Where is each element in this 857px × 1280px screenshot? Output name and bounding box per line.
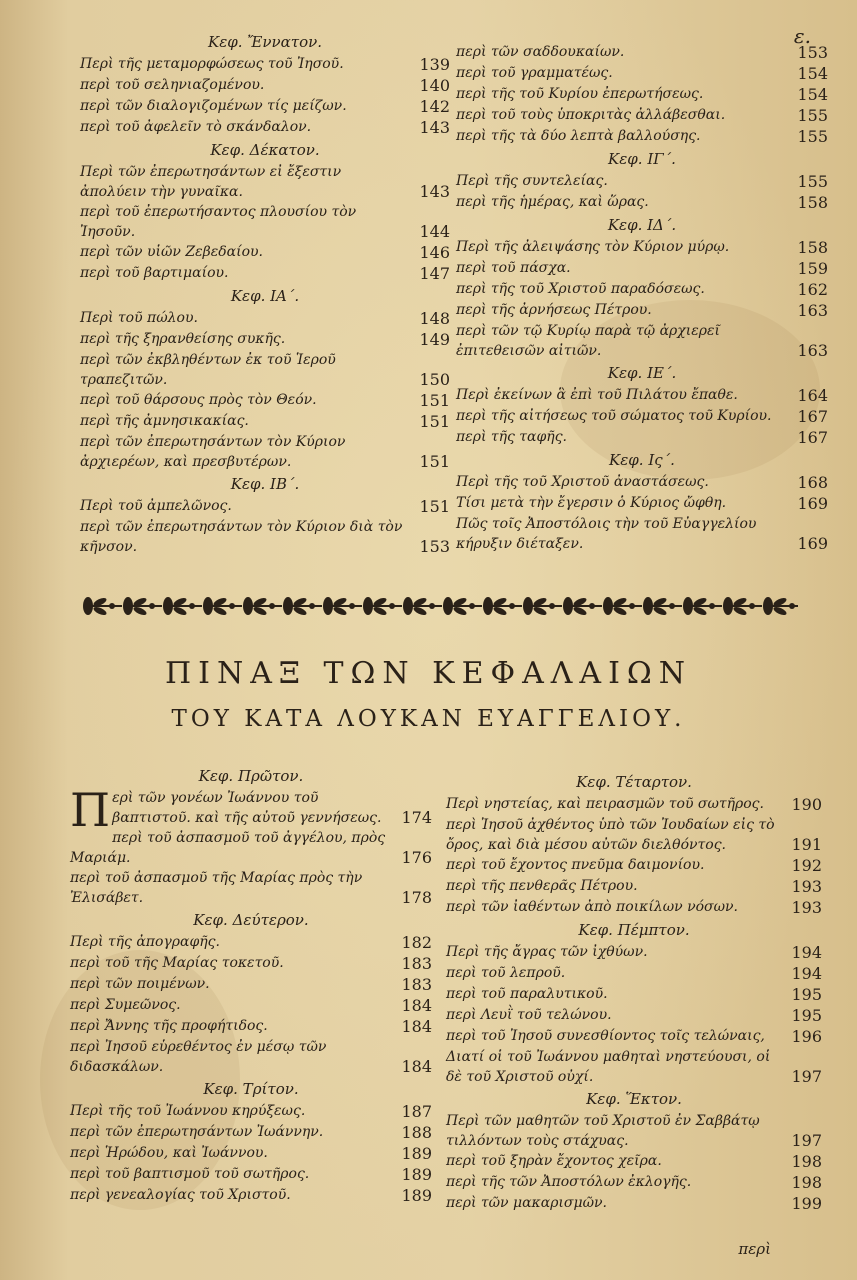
toc-entry-text [80,308,406,328]
toc-page-number: 151 [419,391,450,410]
toc-entry-label: περὶ τῆς ἀμνησικακίας. [80,413,249,429]
toc-page-number: 163 [797,341,828,360]
toc-entry-label: περὶ τῆς τοῦ Χριστοῦ παραδόσεως. [456,281,705,297]
toc-entry-label: περὶ τῶν ἐπερωτησάντων Ἰωάννην. [70,1124,324,1140]
chapter-heading: Κεφ. Ἔννατον. [207,33,322,51]
toc-page-number: 154 [797,85,828,104]
toc-entry-text [456,84,784,104]
toc-entry [456,42,828,63]
toc-entry-text [456,514,784,554]
toc-page-number: 158 [797,193,828,212]
toc-entry-text [456,300,784,320]
toc-entry-text [456,171,784,191]
toc-entry-text [446,1111,778,1151]
toc-entry-text [456,63,784,83]
toc-page-number: 189 [401,1144,432,1163]
toc-entry-label: Περὶ ἐκείνων ἃ ἐπὶ τοῦ Πιλάτου ἔπαθε. [456,387,738,403]
toc-page-number: 155 [797,127,828,146]
toc-entry-text [70,1122,388,1142]
ornament-band [78,590,798,622]
toc-entry [80,162,450,202]
toc-entry-text [446,897,778,917]
toc-entry-label: περὶ τοῦ ἀφελεῖν τὸ σκάνδαλον. [80,119,312,135]
toc-entry [456,171,828,192]
toc-entry-text [70,932,388,952]
toc-entry-text [446,1172,778,1192]
toc-entry [70,868,432,908]
toc-entry [70,828,432,868]
ornament-motif [483,596,522,616]
toc-entry [80,411,450,432]
chapter-heading: Κεφ. Ις΄. [609,451,675,469]
toc-entry-text [446,1047,778,1087]
toc-entry [446,963,822,984]
toc-page-number: 155 [797,172,828,191]
toc-page-number: 184 [401,996,432,1015]
toc-column-top-right [456,42,828,554]
toc-entry-text [70,868,388,908]
toc-entry-label: Πῶς τοῖς Ἀποστόλοις τὴν τοῦ Εὐαγγελίου κήρυξιν διέταξεν. [456,516,757,552]
toc-entry [456,514,828,554]
toc-entry-text [446,855,778,875]
chapter-heading: Κεφ. Τέταρτον. [576,773,692,791]
toc-entry [70,1164,432,1185]
toc-entry-text [70,1101,388,1121]
toc-entry [456,63,828,84]
ornament-motif [203,596,242,616]
toc-entry [80,390,450,411]
toc-column-bottom-right [446,770,822,1214]
toc-entry-label: περὶ τῶν τῷ Κυρίῳ παρὰ τῷ ἀρχιερεῖ ἐπιτεθεισῶν αἰτιῶν. [456,323,720,359]
toc-entry-label: Περὶ τῶν ἐπερωτησάντων εἰ ἔξεστιν ἀπολύειν τὴν γυναῖκα. [80,164,342,200]
toc-entry-label: περὶ τῶν μακαρισμῶν. [446,1195,607,1211]
toc-entry [456,427,828,448]
chapter-heading: Κεφ. Δεύτερον. [193,911,309,929]
chapter-heading: Κεφ. Πέμπτον. [578,921,690,939]
toc-entry-label: περὶ τοῦ ἀσπασμοῦ τῆς Μαρίας πρὸς τὴν Ἐλισάβετ. [70,870,363,906]
toc-entry-text [456,279,784,299]
toc-page-number: 184 [401,1017,432,1036]
toc-entry-text [456,192,784,212]
toc-entry-label: περὶ τοῦ βαρτιμαίου. [80,265,229,281]
toc-entry-text [446,963,778,983]
toc-entry [70,1016,432,1037]
toc-entry-label: περὶ τῆς τῶν Ἀποστόλων ἐκλογῆς. [446,1174,692,1190]
toc-entry [456,126,828,147]
toc-entry-text [80,517,406,557]
toc-page-number: 153 [419,537,450,556]
toc-entry [70,995,432,1016]
toc-entry-label: περὶ τῆς ταφῆς. [456,429,567,445]
toc-page-number: 178 [401,888,432,907]
toc-entry-label: Περὶ τῶν μαθητῶν τοῦ Χριστοῦ ἐν Σαββάτῳ τιλλόντων τοὺς στάχυας. [446,1113,760,1149]
toc-entry [446,794,822,815]
toc-page-number: 193 [791,898,822,917]
toc-entry-label: περὶ Ἡρώδου, καὶ Ἰωάννου. [70,1145,268,1161]
toc-entry-label: περὶ τῆς τοῦ Κυρίου ἐπερωτήσεως. [456,86,704,102]
toc-page-number: 184 [401,1057,432,1076]
toc-entry-text [456,105,784,125]
toc-page-number: 142 [419,97,450,116]
toc-entry-text [446,1026,778,1046]
ornament-motif [643,596,682,616]
toc-entry-label: Περὶ τῆς ἀλειψάσης τὸν Κύριον μύρῳ. [456,239,730,255]
toc-page-number: 147 [419,264,450,283]
toc-entry-text [80,202,406,242]
toc-page-number: 143 [419,118,450,137]
toc-entry-text [446,1193,778,1213]
toc-entry-label: περὶ τῶν ἐκβληθέντων ἐκ τοῦ Ἱεροῦ τραπεζιτῶν. [80,352,336,388]
toc-entry-label: περὶ τῆς ξηρανθείσης συκῆς. [80,331,286,347]
toc-entry-label: περὶ τῆς ἀρνήσεως Πέτρου. [456,302,652,318]
toc-entry-text [70,953,388,973]
toc-entry-label: περὶ τοῦ Ἰησοῦ συνεσθίοντος τοῖς τελώναις, [446,1028,765,1044]
ornament-motif [683,596,722,616]
toc-entry-text [446,794,778,814]
ornament-motif [603,596,642,616]
toc-entry [446,1193,822,1214]
catchword: περὶ [738,1240,771,1258]
toc-page-number: 199 [791,1194,822,1213]
toc-page-number: 150 [419,370,450,389]
toc-entry [446,815,822,855]
chapter-heading: Κεφ. Τρίτον. [203,1080,299,1098]
toc-entry [446,1047,822,1087]
toc-entry [456,406,828,427]
toc-page-number: 158 [797,238,828,257]
toc-page-number: 174 [401,808,432,827]
toc-entry [70,1143,432,1164]
toc-page-number: 151 [419,452,450,471]
ornament-motif [123,596,162,616]
toc-entry-text [70,1143,388,1163]
toc-entry-label: περὶ τοῦ ἀσπασμοῦ τοῦ ἀγγέλου, πρὸς Μαριάμ. [70,830,386,866]
toc-entry [456,258,828,279]
toc-page-number: 195 [791,985,822,1004]
toc-entry-label: Περὶ νηστείας, καὶ πειρασμῶν τοῦ σωτῆρος. [446,796,764,812]
toc-entry-text [446,1151,778,1171]
ornament-motif [243,596,282,616]
toc-entry-label: περὶ Συμεῶνος. [70,997,181,1013]
toc-entry-label: περὶ τοῦ πάσχα. [456,260,571,276]
toc-page-number: 182 [401,933,432,952]
toc-page-number: 187 [401,1102,432,1121]
toc-entry [456,84,828,105]
toc-entry [456,105,828,126]
toc-entry-label: περὶ τοῦ παραλυτικοῦ. [446,986,608,1002]
toc-page-number: 192 [791,856,822,875]
toc-entry-text [70,1185,388,1205]
toc-entry-label: περὶ τοῦ βαπτισμοῦ τοῦ σωτῆρος. [70,1166,310,1182]
toc-entry-text [456,472,784,492]
drop-cap: Π [70,783,111,837]
toc-entry [456,385,828,406]
toc-entry [80,308,450,329]
page-number: ε. [793,24,811,48]
toc-page-number: 197 [791,1131,822,1150]
toc-entry-text [70,974,388,994]
toc-entry [80,263,450,284]
toc-entry [80,242,450,263]
toc-page-number: 154 [797,64,828,83]
toc-entry-label: Περὶ τοῦ πώλου. [80,310,198,326]
toc-entry-label: περὶ γενεαλογίας τοῦ Χριστοῦ. [70,1187,291,1203]
toc-entry-label: περὶ τῶν ἐπερωτησάντων τὸν Κύριον διὰ τὸν κῆνσον. [80,519,403,555]
toc-entry-label: περὶ τῶν υἱῶν Ζεβεδαίου. [80,244,263,260]
toc-page-number: 189 [401,1186,432,1205]
toc-entry [80,202,450,242]
toc-page-number: 149 [419,330,450,349]
toc-entry-text [80,96,406,116]
toc-entry-text [70,995,388,1015]
toc-entry [80,75,450,96]
toc-entry-label: περὶ Ἰησοῦ εὑρεθέντος ἐν μέσῳ τῶν διδασκάλων. [70,1039,327,1075]
toc-entry [80,96,450,117]
toc-entry-label: περὶ Λευῒ τοῦ τελώνου. [446,1007,612,1023]
toc-entry [446,876,822,897]
toc-entry [80,329,450,350]
toc-entry [70,932,432,953]
toc-page-number: 198 [791,1173,822,1192]
chapter-heading: Κεφ. Πρῶτον. [198,767,304,785]
toc-entry-text [446,1005,778,1025]
toc-page-number: 167 [797,407,828,426]
toc-page-number: 167 [797,428,828,447]
toc-entry-text [80,242,406,262]
ornament-motif [563,596,602,616]
toc-entry-label: περὶ τοῦ ξηρὰν ἔχοντος χεῖρα. [446,1153,662,1169]
toc-entry-label: περὶ Ἄννης τῆς προφήτιδος. [70,1018,268,1034]
ornament-motif [523,596,562,616]
toc-page-number: 148 [419,309,450,328]
chapter-heading: Κεφ. ΙΓ΄. [608,150,676,168]
toc-entry [446,1151,822,1172]
chapter-heading: Κεφ. ΙΑ΄. [230,287,300,305]
toc-page-number: 159 [797,259,828,278]
toc-entry-text [456,321,784,361]
toc-entry [446,897,822,918]
toc-page-number: 163 [797,301,828,320]
toc-page-number: 189 [401,1165,432,1184]
toc-entry [456,321,828,361]
toc-entry-label: περὶ τῶν ἐπερωτησάντων τὸν Κύριον ἀρχιερέων, καὶ πρεσβυτέρων. [80,434,346,470]
toc-entry-label: περὶ τοῦ τοὺς ὑποκριτὰς ἀλλάβεσθαι. [456,107,726,123]
toc-entry-label: περὶ τῶν διαλογιζομένων τίς μείζων. [80,98,347,114]
toc-entry [456,279,828,300]
toc-entry [70,1101,432,1122]
toc-entry [70,783,432,837]
toc-entry [70,953,432,974]
toc-entry [80,432,450,472]
toc-entry-text [80,390,406,410]
toc-entry-label: περὶ τοῦ θάρσους πρὸς τὸν Θεόν. [80,392,317,408]
ornament-motif [363,596,402,616]
toc-entry-text [70,1016,388,1036]
toc-entry-text [456,258,784,278]
toc-page-number: 151 [419,497,450,516]
toc-entry-text [446,942,778,962]
toc-entry-text [456,237,784,257]
toc-entry-text [70,1037,388,1077]
toc-page-number: 191 [791,835,822,854]
toc-entry [456,472,828,493]
toc-page-number: 193 [791,877,822,896]
toc-entry-label: Περὶ τῆς ἀπογραφῆς. [70,934,220,950]
toc-entry [446,1172,822,1193]
toc-entry-text [456,406,784,426]
toc-entry-label: περὶ τοῦ γραμματέως. [456,65,613,81]
ornament-motif [763,596,798,616]
toc-entry-text [80,432,406,472]
toc-entry [70,974,432,995]
toc-entry-text [80,411,406,431]
chapter-heading: Κεφ. Δέκατον. [210,141,320,159]
toc-entry-label: περὶ τῶν σαδδουκαίων. [456,44,625,60]
toc-page-number: 195 [791,1006,822,1025]
toc-entry-text [456,427,784,447]
toc-entry-text [446,984,778,1004]
toc-entry-label: ερὶ τῶν γονέων Ἰωάννου τοῦ βαπτιστοῦ. καὶ τῆς αὐτοῦ γεννήσεως. [112,790,382,826]
toc-page-number: 194 [791,943,822,962]
toc-entry [80,350,450,390]
toc-entry-text [446,876,778,896]
table-title: ΠΙΝΑΞ ΤΩΝ ΚΕΦΑΛΑΙΩΝ [164,656,693,691]
toc-page-number: 162 [797,280,828,299]
toc-entry-text [456,493,784,513]
toc-entry-label: Περὶ τῆς τοῦ Ἰωάννου κηρύξεως. [70,1103,306,1119]
toc-page-number: 155 [797,106,828,125]
toc-entry-text [456,126,784,146]
toc-entry-text [70,1164,388,1184]
ornament-motif [443,596,482,616]
ornament-motif [403,596,442,616]
toc-entry [80,117,450,138]
toc-entry [80,54,450,75]
toc-entry-label: περὶ τοῦ τῆς Μαρίας τοκετοῦ. [70,955,284,971]
toc-entry-label: Περὶ τῆς συντελείας. [456,173,608,189]
toc-entry-label: περὶ Ἰησοῦ ἀχθέντος ὑπὸ τῶν Ἰουδαίων εἰς τὸ ὄρος, καὶ διὰ μέσου αὐτῶν διελθόντος. [446,817,775,853]
toc-entry-label: περὶ τῆς τὰ δύο λεπτὰ βαλλούσης. [456,128,701,144]
toc-entry-label: περὶ τῆς πενθερᾶς Πέτρου. [446,878,638,894]
toc-column-bottom-left [70,764,432,1206]
ornament-motif [723,596,762,616]
chapter-heading: Κεφ. ΙΔ΄. [607,216,677,234]
toc-page-number: 146 [419,243,450,262]
toc-page-number: 194 [791,964,822,983]
toc-page-number: 153 [797,43,828,62]
toc-page-number: 190 [791,795,822,814]
toc-entry-label: Περὶ τῆς τοῦ Χριστοῦ ἀναστάσεως. [456,474,709,490]
toc-entry [80,517,450,557]
toc-entry [456,493,828,514]
toc-entry-label: περὶ τῆς ἡμέρας, καὶ ὥρας. [456,194,649,210]
toc-entry [80,496,450,517]
toc-entry [70,1037,432,1077]
chapter-heading: Κεφ. Ἕκτον. [586,1090,682,1108]
toc-entry-text [80,54,406,74]
toc-page-number: 196 [791,1027,822,1046]
toc-entry [456,192,828,213]
toc-page-number: 151 [419,412,450,431]
toc-entry-text [80,117,406,137]
toc-entry-text [80,162,406,202]
toc-entry-label: περὶ τοῦ σεληνιαζομένου. [80,77,265,93]
chapter-heading: Κεφ. ΙΕ΄. [607,364,677,382]
toc-entry [456,237,828,258]
toc-entry-label: Διατί οἱ τοῦ Ἰωάννου μαθηταὶ νηστεύουσι, οἱ δὲ τοῦ Χριστοῦ οὐχί. [446,1049,771,1085]
ornament-motif [83,596,122,616]
toc-page-number: 169 [797,494,828,513]
toc-entry [446,1026,822,1047]
toc-page-number: 183 [401,954,432,973]
toc-entry-label: Τίσι μετὰ τὴν ἔγερσιν ὁ Κύριος ὤφθη. [456,495,727,511]
toc-page-number: 139 [419,55,450,74]
toc-entry-label: Περὶ τῆς ἄγρας τῶν ἰχθύων. [446,944,648,960]
toc-entry [446,855,822,876]
toc-entry-text [456,385,784,405]
toc-entry-label: περὶ τῆς αἰτήσεως τοῦ σώματος τοῦ Κυρίου. [456,408,772,424]
toc-entry [446,1005,822,1026]
chapter-heading: Κεφ. ΙΒ΄. [230,475,300,493]
toc-page-number: 197 [791,1067,822,1086]
toc-entry-text [80,75,406,95]
toc-entry [446,1111,822,1151]
toc-entry-text [80,496,406,516]
toc-entry-label: Περὶ τοῦ ἀμπελῶνος. [80,498,232,514]
toc-entry-text [70,783,388,837]
toc-entry-label: περὶ τῶν ἰαθέντων ἀπὸ ποικίλων νόσων. [446,899,738,915]
toc-entry-text [456,42,784,62]
toc-entry [456,300,828,321]
toc-page-number: 168 [797,473,828,492]
toc-page-number: 143 [419,182,450,201]
ornament-motif [283,596,322,616]
toc-entry [446,942,822,963]
ornament-motif [163,596,202,616]
toc-entry-label: περὶ τοῦ ἔχοντος πνεῦμα δαιμονίου. [446,857,705,873]
toc-page-number: 176 [401,848,432,867]
toc-entry-text [70,828,388,868]
toc-entry [446,984,822,1005]
toc-column-top-left [80,30,450,557]
toc-entry-text [446,815,778,855]
toc-page-number: 164 [797,386,828,405]
toc-entry [70,1122,432,1143]
toc-page-number: 140 [419,76,450,95]
ornament-motif [323,596,362,616]
toc-entry-text [80,263,406,283]
toc-entry [70,1185,432,1206]
toc-entry-label: περὶ τοῦ ἐπερωτήσαντος πλουσίου τὸν Ἰησοῦν. [80,204,357,240]
toc-entry-label: περὶ τοῦ λεπροῦ. [446,965,566,981]
toc-entry-label: περὶ τῶν ποιμένων. [70,976,210,992]
toc-entry-text [80,350,406,390]
toc-page-number: 183 [401,975,432,994]
toc-page-number: 144 [419,222,450,241]
toc-page-number: 198 [791,1152,822,1171]
toc-entry-text [80,329,406,349]
toc-page-number: 188 [401,1123,432,1142]
toc-entry-label: Περὶ τῆς μεταμορφώσεως τοῦ Ἰησοῦ. [80,56,344,72]
table-subtitle: ΤΟΥ ΚΑΤΑ ΛΟΥΚΑΝ ΕΥΑΓΓΕΛΙΟΥ. [171,706,686,732]
toc-page-number: 169 [797,534,828,553]
